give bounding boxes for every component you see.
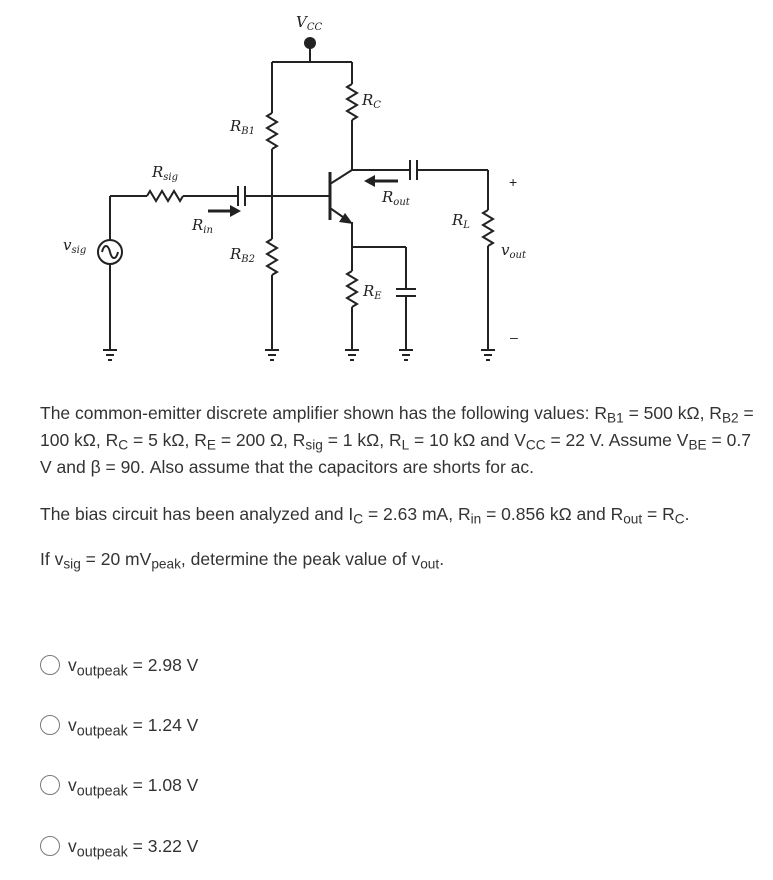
ground-symbols	[103, 350, 495, 360]
vcc-label: $V_{CC}$	[296, 13, 323, 33]
re-label: $R_E$	[363, 282, 382, 302]
problem-statement: The common-emitter discrete amplifier shown has the following values: $R_{B1} = 500$ kΩ, $R_{B2} = 100$ kΩ, $R_C = 5$ kΩ, $R_E = 200$ Ω, $R_{sig} = 1$ kΩ, $R_L = 10$ kΩ and $V_{CC} = 22$ V. Assume $V_{BE} = 0.7$ V and β = 90. Also assume that the capacitors are shorts for ac.	[40, 403, 754, 477]
rl-label: $R_L$	[452, 211, 470, 231]
rb1-resistor	[267, 113, 277, 149]
option-label: $v_{outpeak} = 1.24$ V	[68, 714, 199, 739]
radio-button[interactable]	[40, 775, 60, 795]
vout-plus: +	[509, 174, 518, 190]
vsig-label: $v_{sig}$	[63, 236, 87, 256]
radio-button[interactable]	[40, 655, 60, 675]
rl-resistor	[483, 210, 493, 246]
answer-option-3[interactable]	[40, 771, 198, 799]
rc-label: $R_C$	[362, 91, 381, 111]
rb1-label: $R_{B1}$	[230, 117, 256, 137]
rsig-resistor	[147, 191, 183, 201]
answer-option-1[interactable]	[40, 651, 198, 679]
option-label: $v_{outpeak} = 2.98$ V	[68, 654, 199, 679]
option-label: $v_{outpeak} = 3.22$ V	[68, 835, 199, 860]
vout-label: $v_{out}$	[501, 241, 526, 261]
radio-button[interactable]	[40, 715, 60, 735]
circuit-diagram	[0, 0, 773, 385]
answer-option-4[interactable]	[40, 832, 198, 860]
answer-option-2[interactable]	[40, 711, 198, 739]
rb2-resistor	[267, 239, 277, 275]
vcc-terminal	[304, 37, 316, 49]
question-prompt: If $v_{sig} = 20$ $mV_{peak}$, determine the peak value of $v_{out}$.	[40, 549, 445, 572]
radio-button[interactable]	[40, 836, 60, 856]
rin-label: $R_{in}$	[192, 216, 213, 236]
rb2-label: $R_{B2}$	[230, 245, 256, 265]
re-resistor	[347, 271, 357, 307]
rc-resistor	[347, 84, 357, 120]
option-label: $v_{outpeak} = 1.08$ V	[68, 774, 199, 799]
rsig-label: $R_{sig}$	[152, 163, 179, 183]
rout-label: $R_{out}$	[382, 188, 410, 208]
bias-result-statement: The bias circuit has been analyzed and $I_C = 2.63$ mA, $R_{in} = 0.856$ kΩ and $R_{out} = R_C$.	[40, 504, 690, 527]
vout-minus: –	[510, 329, 518, 345]
